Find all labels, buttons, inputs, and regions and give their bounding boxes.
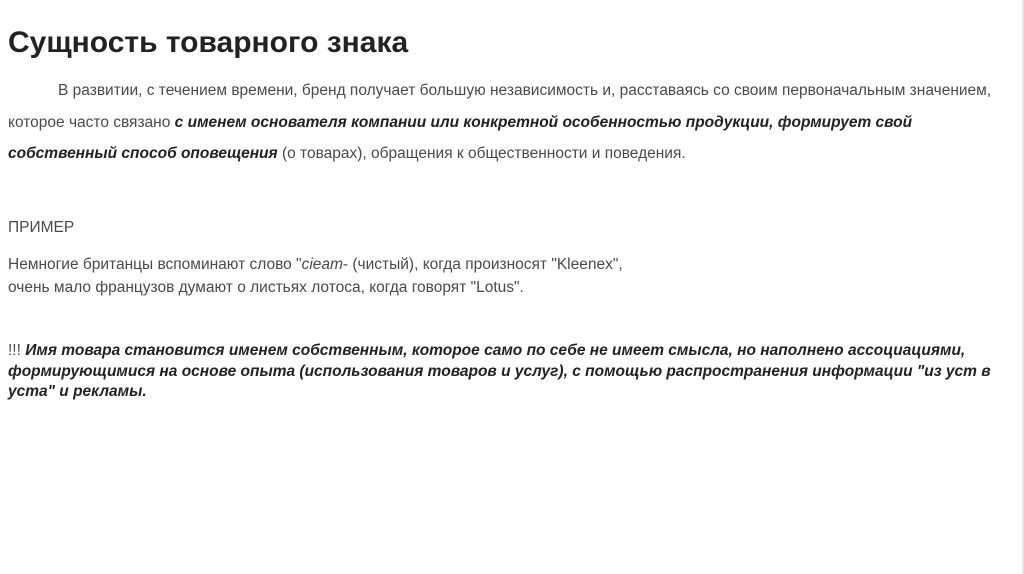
note-text: Имя товара становится именем собственным, которое само по себе не имеет смысла, но наполнено ассоциациями, формирующимися на основе опыта (использования товаров и услуг), с помощью распространения информации "из уст в уста" и рекламы. (8, 342, 991, 400)
intro-paragraph (8, 75, 1008, 170)
example-paragraph (8, 253, 1008, 299)
example-line1-start: Немногие британцы вспоминают слово " (8, 256, 302, 273)
example-label: ПРИМЕР (8, 219, 75, 236)
intro-emphasis: с именем основателя компании или конкретной особенностью продукции, формирует свой собственный способ оповещения (8, 113, 913, 162)
example-line2: очень мало французов думают о листьях лотоса, когда говорят "Lotus". (8, 279, 524, 296)
note-paragraph (8, 341, 1008, 403)
example-line1-end: - (чистый), когда произносят "Kleenex", (342, 256, 623, 273)
intro-lead: В развитии, с течением времени, бренд получает большую независимость и, расставаясь со своим первоначальным значением, которое часто связано (8, 82, 992, 131)
example-line1-word: cieam (301, 256, 343, 273)
slide-title: Сущность товарного знака (8, 26, 409, 59)
note-marker: !!! (8, 342, 26, 359)
intro-tail: (о товарах), обращения к общественности и поведения. (277, 145, 686, 162)
